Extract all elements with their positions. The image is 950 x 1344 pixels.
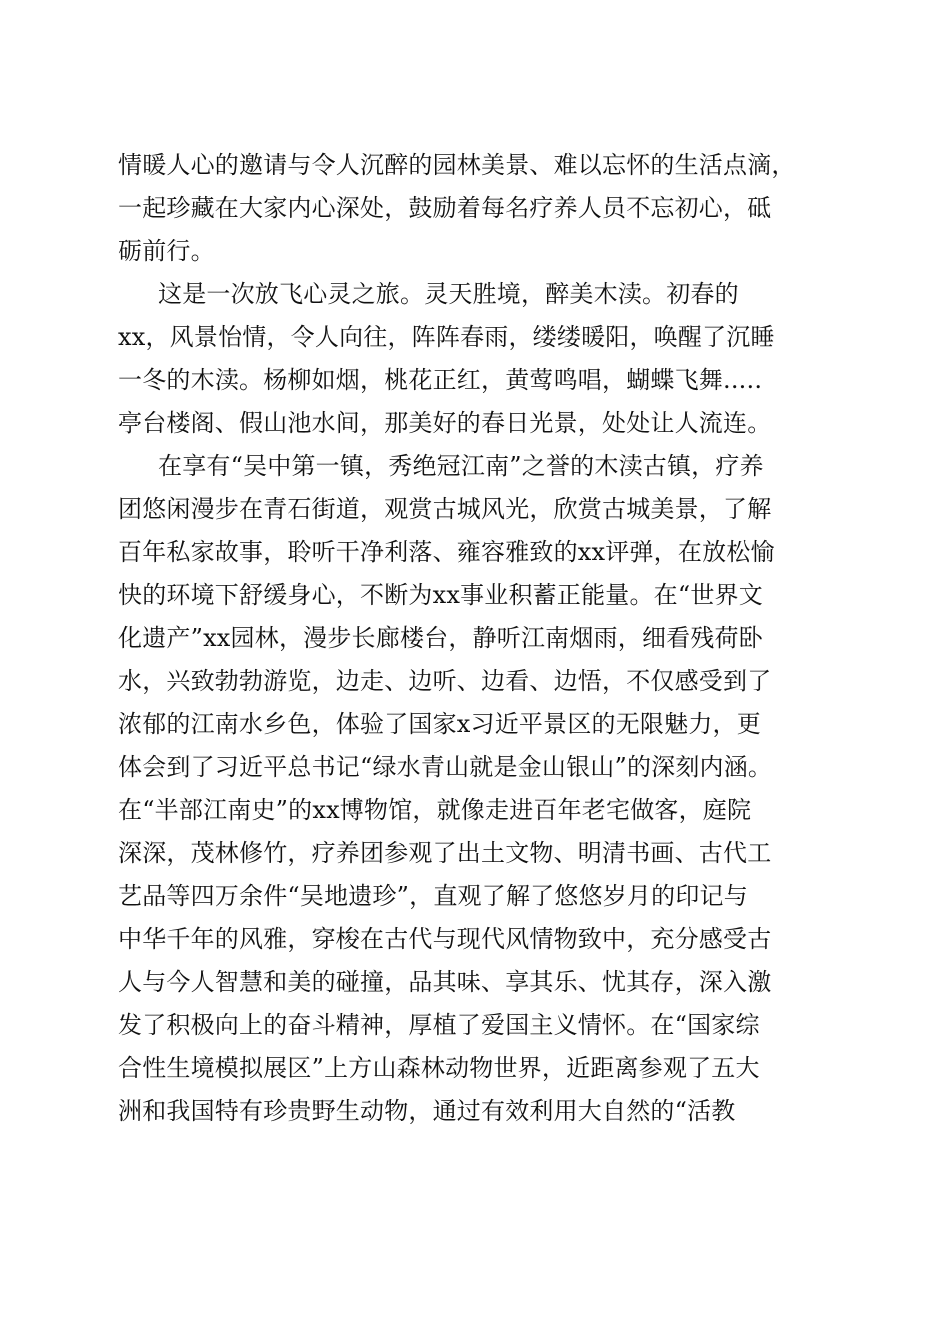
text-line: 浓郁的江南水乡色，体验了国家x习近平景区的无限魅力，更 <box>118 710 761 738</box>
text-line: 在“半部江南史”的xx博物馆，就像走进百年老宅做客，庭院 <box>118 796 752 824</box>
text-line: 洲和我国特有珍贵野生动物，通过有效利用大自然的“活教 <box>118 1097 736 1125</box>
text-line: 发了积极向上的奋斗精神，厚植了爱国主义情怀。在“国家综 <box>118 1011 760 1039</box>
text-line: 在享有“吴中第一镇，秀绝冠江南”之誉的木渎古镇，疗养 <box>158 452 764 480</box>
text-line: xx，风景怡情，令人向往，阵阵春雨，缕缕暖阳，唤醒了沉睡 <box>118 323 775 351</box>
text-line: 砺前行。 <box>118 237 215 265</box>
text-line: 体会到了习近平总书记“绿水青山就是金山银山”的深刻内涵。 <box>118 753 773 781</box>
text-line: 深深，茂林修竹，疗养团参观了出土文物、明清书画、古代工 <box>118 839 772 867</box>
text-line: 这是一次放飞心灵之旅。灵天胜境，醉美木渎。初春的 <box>158 280 739 308</box>
text-line: 快的环境下舒缓身心，不断为xx事业积蓄正能量。在“世界文 <box>118 581 763 609</box>
text-line: 亭台楼阁、假山池水间，那美好的春日光景，处处让人流连。 <box>118 409 772 437</box>
text-line: 合性生境模拟展区”上方山森林动物世界，近距离参观了五大 <box>118 1054 760 1082</box>
text-line: 人与今人智慧和美的碰撞，品其味、享其乐、忧其存，深入激 <box>118 968 772 996</box>
text-line: 水，兴致勃勃游览，边走、边听、边看、边悟，不仅感受到了 <box>118 667 772 695</box>
text-line: 艺品等四万余件“吴地遗珍”，直观了解了悠悠岁月的印记与 <box>118 882 748 910</box>
text-line: 中华千年的风雅，穿梭在古代与现代风情物致中，充分感受古 <box>118 925 772 953</box>
text-line: 一起珍藏在大家内心深处，鼓励着每名疗养人员不忘初心，砥 <box>118 194 772 222</box>
text-line: 化遗产”xx园林，漫步长廊楼台，静听江南烟雨，细看残荷卧 <box>118 624 763 652</box>
paragraph-3 <box>118 445 838 1133</box>
text-line: 团悠闲漫步在青石街道，观赏古城风光，欣赏古城美景，了解 <box>118 495 772 523</box>
paragraph-1 <box>118 144 838 273</box>
text-line: 一冬的木渎。杨柳如烟，桃花正红，黄莺鸣唱，蝴蝶飞舞..... <box>118 366 763 394</box>
paragraph-2 <box>118 273 838 445</box>
document-body <box>118 144 838 1133</box>
text-line: 情暖人心的邀请与令人沉醉的园林美景、难以忘怀的生活点滴， <box>118 151 796 179</box>
text-line: 百年私家故事，聆听干净利落、雍容雅致的xx评弹，在放松愉 <box>118 538 775 566</box>
